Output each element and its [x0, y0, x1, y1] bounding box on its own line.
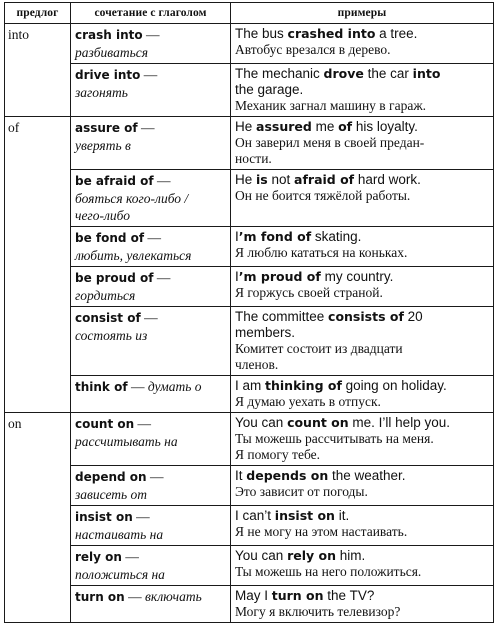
text-segment: It: [235, 468, 247, 483]
bold-term: thinking of: [265, 378, 342, 393]
russian-translation: Комитет состоит из двадцати: [235, 341, 403, 356]
bold-term: ’m proud of: [238, 269, 321, 284]
example-cell: [231, 546, 494, 586]
table-row: [5, 376, 494, 413]
verb-combination: [75, 508, 226, 543]
english-example: [235, 548, 489, 564]
example-cell: [231, 267, 494, 307]
verb-combination-cell: [71, 466, 231, 506]
table-row: [5, 267, 494, 307]
verb-combination-cell: [71, 170, 231, 227]
translation-text: состоять из: [75, 328, 148, 343]
verb-combination: [75, 172, 226, 224]
text-segment: —: [146, 469, 164, 484]
russian-translation: Я люблю кататься на коньках.: [235, 245, 408, 260]
russian-translation: Я помогу тебе.: [235, 447, 321, 462]
translation-text: любить, увлекаться: [75, 248, 192, 263]
bold-term: depend on: [75, 470, 147, 484]
russian-translation: Это зависит от погоды.: [235, 484, 368, 499]
bold-term: depends on: [246, 468, 329, 483]
translation-text: настаивать на: [75, 527, 164, 542]
text-segment: the weather.: [328, 468, 406, 483]
example-cell: [231, 586, 494, 623]
bold-term: ’m fond of: [238, 229, 312, 244]
text-segment: You can: [235, 415, 288, 430]
english-example: [235, 269, 489, 285]
verb-combination-cell: [71, 413, 231, 466]
bold-term: insist on: [274, 508, 335, 523]
verb-combination: [75, 548, 226, 583]
verb-combination-cell: [71, 307, 231, 376]
english-example: [235, 66, 489, 98]
text-segment: me. I’ll help you.: [348, 415, 450, 430]
verb-combination: [75, 378, 226, 396]
text-segment: hard work.: [354, 172, 421, 187]
bold-term: rely on: [75, 550, 122, 564]
text-segment: He: [235, 119, 257, 134]
bold-term: drove: [323, 66, 364, 81]
text-segment: the car: [363, 66, 413, 81]
verb-combination-cell: [71, 227, 231, 267]
text-segment: —: [142, 27, 160, 42]
verb-combination: [75, 26, 226, 61]
text-segment: the garage.: [235, 82, 304, 97]
example-cell: [231, 117, 494, 170]
bold-term: is: [256, 172, 268, 187]
verb-combination-cell: [71, 64, 231, 117]
text-segment: the TV?: [323, 588, 375, 603]
russian-translation: Ты можешь рассчитывать на меня.: [235, 431, 434, 446]
text-segment: I am: [235, 378, 266, 393]
verb-combination: [75, 119, 226, 154]
english-example: [235, 378, 489, 394]
russian-translation: Я не могу на этом настаивать.: [235, 524, 408, 539]
text-segment: I can’t: [235, 508, 275, 523]
verb-combination: [75, 415, 226, 450]
prepositions-table: [4, 2, 494, 623]
verb-combination: [75, 229, 226, 264]
text-segment: —: [153, 173, 171, 188]
text-segment: You can: [235, 548, 288, 563]
translation-text: бояться кого-либо /: [75, 191, 189, 206]
header-row: [5, 3, 494, 24]
text-segment: I: [235, 269, 239, 284]
text-segment: his loyalty.: [352, 119, 418, 134]
english-example: [235, 468, 489, 484]
verb-combination-cell: [71, 586, 231, 623]
preposition-cell: on: [5, 413, 71, 623]
table-row: [5, 586, 494, 623]
header-examples: примеры: [231, 3, 494, 24]
verb-combination-cell: [71, 267, 231, 307]
table-row: [5, 170, 494, 227]
translation-text: чего-либо: [75, 208, 130, 223]
table-row: [5, 413, 494, 466]
bold-term: insist on: [75, 510, 133, 524]
example-cell: [231, 466, 494, 506]
english-example: [235, 588, 489, 604]
russian-translation: Механик загнал машину в гараж.: [235, 98, 427, 113]
translation-text: загонять: [75, 85, 128, 100]
bold-term: turn on: [271, 588, 324, 603]
russian-translation: Я думаю уехать в отпуск.: [235, 394, 381, 409]
text-segment: my country.: [320, 269, 394, 284]
text-segment: 20: [403, 309, 423, 324]
example-cell: [231, 376, 494, 413]
text-segment: May I: [235, 588, 272, 603]
russian-translation: Могу я включить телевизор?: [235, 604, 401, 619]
text-segment: me: [311, 119, 339, 134]
text-segment: —: [127, 379, 148, 394]
header-combination: сочетание с глаголом: [71, 3, 231, 24]
bold-term: of: [338, 119, 353, 134]
example-cell: [231, 170, 494, 227]
translation-text: думать о: [147, 379, 202, 394]
translation-text: разбиваться: [75, 45, 148, 60]
text-segment: The mechanic: [235, 66, 324, 81]
table-row: [5, 227, 494, 267]
russian-translation: Я горжусь своей страной.: [235, 285, 383, 300]
translation-text: гордиться: [75, 288, 136, 303]
english-example: [235, 229, 489, 245]
verb-combination-cell: [71, 546, 231, 586]
english-example: [235, 26, 489, 42]
english-example: [235, 415, 489, 431]
russian-translation: Он заверил меня в своей предан-: [235, 135, 425, 150]
example-cell: [231, 413, 494, 466]
text-segment: members.: [235, 325, 296, 340]
verb-combination-cell: [71, 117, 231, 170]
bold-term: be afraid of: [75, 174, 154, 188]
text-segment: —: [134, 416, 152, 431]
bold-term: consists of: [328, 309, 404, 324]
translation-text: рассчитывать на: [75, 434, 178, 449]
text-segment: He: [235, 172, 257, 187]
bold-term: crash into: [75, 28, 143, 42]
verb-combination-cell: [71, 506, 231, 546]
bold-term: think of: [75, 380, 128, 394]
bold-term: assured: [256, 119, 312, 134]
text-segment: The bus: [235, 26, 288, 41]
text-segment: —: [140, 67, 158, 82]
text-segment: —: [137, 120, 155, 135]
russian-translation: Ты можешь на него положиться.: [235, 564, 422, 579]
bold-term: drive into: [75, 68, 141, 82]
verb-combination: [75, 309, 226, 344]
text-segment: skating.: [311, 229, 362, 244]
table-row: [5, 307, 494, 376]
text-segment: —: [144, 230, 162, 245]
table-row: [5, 466, 494, 506]
bold-term: afraid of: [294, 172, 355, 187]
russian-translation: Он не боится тяжёлой работы.: [235, 188, 411, 203]
table-row: [5, 546, 494, 586]
table-body: [5, 24, 494, 623]
bold-term: be fond of: [75, 231, 145, 245]
bold-term: rely on: [287, 548, 336, 563]
bold-term: assure of: [75, 121, 138, 135]
text-segment: him.: [335, 548, 366, 563]
translation-text: уверять в: [75, 138, 131, 153]
translation-text: включать: [144, 589, 202, 604]
bold-term: turn on: [75, 590, 125, 604]
verb-combination: [75, 588, 226, 606]
text-segment: —: [132, 509, 150, 524]
translation-text: положиться на: [75, 567, 165, 582]
example-cell: [231, 24, 494, 64]
english-example: [235, 119, 489, 135]
russian-translation: членов.: [235, 357, 279, 372]
text-segment: it.: [334, 508, 350, 523]
text-segment: The committee: [235, 309, 329, 324]
bold-term: into: [412, 66, 441, 81]
english-example: [235, 309, 489, 341]
preposition-cell: of: [5, 117, 71, 413]
russian-translation: ности.: [235, 151, 272, 166]
verb-combination: [75, 468, 226, 503]
english-example: [235, 172, 489, 188]
header-preposition: предлог: [5, 3, 71, 24]
table-row: [5, 506, 494, 546]
text-segment: a tree.: [375, 26, 418, 41]
bold-term: crashed into: [287, 26, 376, 41]
bold-term: count on: [287, 415, 349, 430]
text-segment: —: [140, 310, 158, 325]
example-cell: [231, 64, 494, 117]
verb-combination-cell: [71, 24, 231, 64]
verb-combination: [75, 66, 226, 101]
example-cell: [231, 307, 494, 376]
verb-combination: [75, 269, 226, 304]
table-row: [5, 24, 494, 64]
bold-term: be proud of: [75, 271, 154, 285]
table-row: [5, 117, 494, 170]
text-segment: not: [267, 172, 295, 187]
text-segment: —: [121, 549, 139, 564]
table-row: [5, 64, 494, 117]
example-cell: [231, 227, 494, 267]
english-example: [235, 508, 489, 524]
example-cell: [231, 506, 494, 546]
translation-text: зависеть от: [75, 487, 148, 502]
text-segment: going on holiday.: [341, 378, 447, 393]
bold-term: count on: [75, 417, 135, 431]
russian-translation: Автобус врезался в дерево.: [235, 42, 391, 57]
text-segment: —: [124, 589, 145, 604]
bold-term: consist of: [75, 311, 141, 325]
verb-combination-cell: [71, 376, 231, 413]
text-segment: I: [235, 229, 239, 244]
preposition-cell: into: [5, 24, 71, 117]
text-segment: —: [153, 270, 171, 285]
